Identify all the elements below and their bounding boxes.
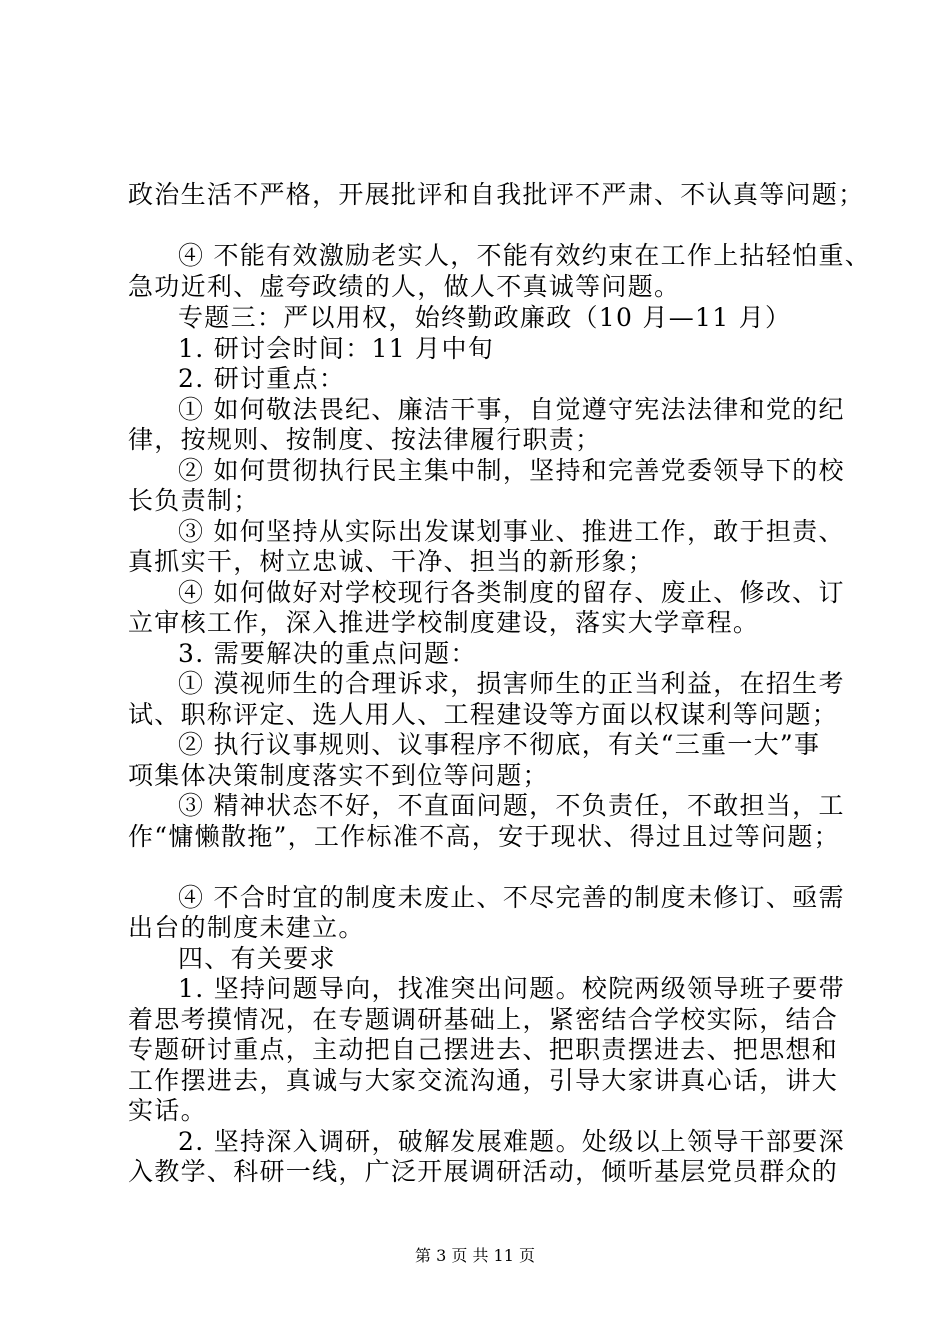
text-line: ① 漠视师生的合理诉求，损害师生的正当利益，在招生考 <box>178 669 845 698</box>
text-line: 项集体决策制度落实不到位等问题； <box>128 761 549 790</box>
text-line: ④ 如何做好对学校现行各类制度的留存、废止、修改、订 <box>178 578 845 607</box>
text-line: ④ 不合时宜的制度未废止、不尽完善的制度未修订、亟需 <box>178 883 845 912</box>
text-line: 专题研讨重点，主动把自己摆进去、把职责摆进去、把思想和 <box>128 1035 839 1064</box>
text-line: 3. 需要解决的重点问题： <box>178 639 477 668</box>
text-line: 着思考摸情况，在专题调研基础上，紧密结合学校实际，结合 <box>128 1005 839 1034</box>
text-line: ② 执行议事规则、议事程序不彻底，有关“三重一大”事 <box>178 730 821 759</box>
text-line: 2. 研讨重点： <box>178 364 346 393</box>
text-line: 真抓实干，树立忠诚、干净、担当的新形象； <box>128 547 655 576</box>
text-line: 政治生活不严格，开展批评和自我批评不严肃、不认真等问题； <box>128 180 865 209</box>
text-line: 作“慵懒散拖”，工作标准不高，安于现状、得过且过等问题； <box>128 822 840 851</box>
text-line: ② 如何贯彻执行民主集中制，坚持和完善党委领导下的校 <box>178 456 845 485</box>
text-line: 急功近利、虚夸政绩的人，做人不真诚等问题。 <box>128 272 681 301</box>
text-line: 试、职称评定、选人用人、工程建设等方面以权谋利等问题； <box>128 700 839 729</box>
text-line: 工作摆进去，真诚与大家交流沟通，引导大家讲真心话，讲大 <box>128 1066 839 1095</box>
text-line: 实话。 <box>128 1096 207 1125</box>
text-line: 2. 坚持深入调研，破解发展难题。处级以上领导干部要深 <box>178 1127 845 1156</box>
section-heading: 四、有关要求 <box>178 944 336 973</box>
text-line: 1. 坚持问题导向，找准突出问题。校院两级领导班子要带 <box>178 974 845 1003</box>
text-line: 1. 研讨会时间：11 月中旬 <box>178 334 495 363</box>
text-line: ③ 精神状态不好，不直面问题，不负责任，不敢担当，工 <box>178 791 845 820</box>
text-line: 入教学、科研一线，广泛开展调研活动，倾听基层党员群众的 <box>128 1157 839 1186</box>
text-line: 立审核工作，深入推进学校制度建设，落实大学章程。 <box>128 608 760 637</box>
text-line: ③ 如何坚持从实际出发谋划事业、推进工作，敢于担责、 <box>178 517 845 546</box>
page-footer: 第 3 页 共 11 页 <box>415 1246 535 1265</box>
text-line: 专题三：严以用权，始终勤政廉政（10 月—11 月） <box>178 303 792 332</box>
text-line: 出台的制度未建立。 <box>128 913 365 942</box>
text-line: ① 如何敬法畏纪、廉洁干事，自觉遵守宪法法律和党的纪 <box>178 395 845 424</box>
text-line: ④ 不能有效激励老实人，不能有效约束在工作上拈轻怕重、 <box>178 241 872 270</box>
text-line: 长负责制； <box>128 486 260 515</box>
text-line: 律，按规则、按制度、按法律履行职责； <box>128 425 602 454</box>
